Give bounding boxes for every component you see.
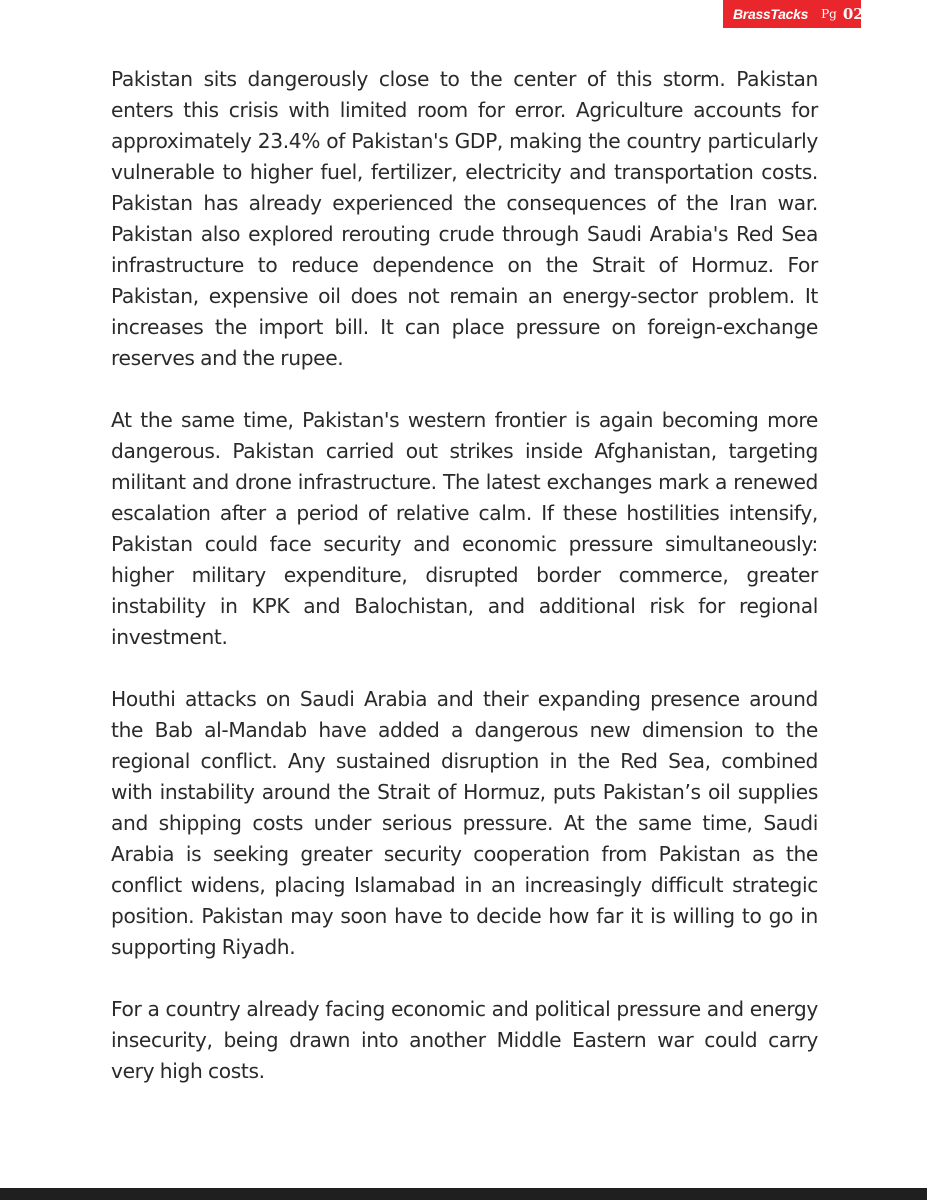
footer-bar: [0, 1188, 927, 1200]
brand-logo: BrassTacks: [733, 6, 809, 22]
page-header-badge: [723, 0, 864, 28]
paragraph-1: Pakistan sits dangerously close to the center of this storm. Pakistan enters this crisis with limited room for error. Agriculture accounts for approximately 23.4% of Pakistan's GDP, making the country particularly vulnerable to higher fuel, fertilizer, electricity and transportation costs. Pakistan has already experienced the consequences of the Iran war. Pakistan also explored rerouting crude through Saudi Arabia's Red Sea infrastructure to reduce dependence on the Strait of Hormuz. For Pakistan, expensive oil does not remain an energy-sector problem. It increases the import bill. It can place pressure on foreign-exchange reserves and the rupee.: [111, 67, 818, 370]
paragraph-3: Houthi attacks on Saudi Arabia and their expanding presence around the Bab al-Mandab have added a dangerous new dimension to the regional conflict. Any sustained disruption in the Red Sea, combined with instability around the Strait of Hormuz, puts Pakistan’s oil supplies and shipping costs under serious pressure. At the same time, Saudi Arabia is seeking greater security cooperation from Pakistan as the conflict widens, placing Islamabad in an increasingly difficult strategic position. Pakistan may soon have to decide how far it is willing to go in supporting Riyadh.: [111, 687, 818, 959]
paragraph-4: For a country already facing economic and political pressure and energy insecurity, being drawn into another Middle Eastern war could carry very high costs.: [111, 997, 818, 1083]
article-body: [111, 64, 818, 1118]
page-number: 02: [842, 5, 864, 23]
paragraph-2: At the same time, Pakistan's western frontier is again becoming more dangerous. Pakistan carried out strikes inside Afghanistan, targeting militant and drone infrastructure. The latest exchanges mark a renewed escalation after a period of relative calm. If these hostilities intensify, Pakistan could face security and economic pressure simultaneously: higher military expenditure, disrupted border commerce, greater instability in KPK and Balochistan, and additional risk for regional investment.: [111, 408, 818, 649]
page-label: Pg: [821, 7, 837, 21]
